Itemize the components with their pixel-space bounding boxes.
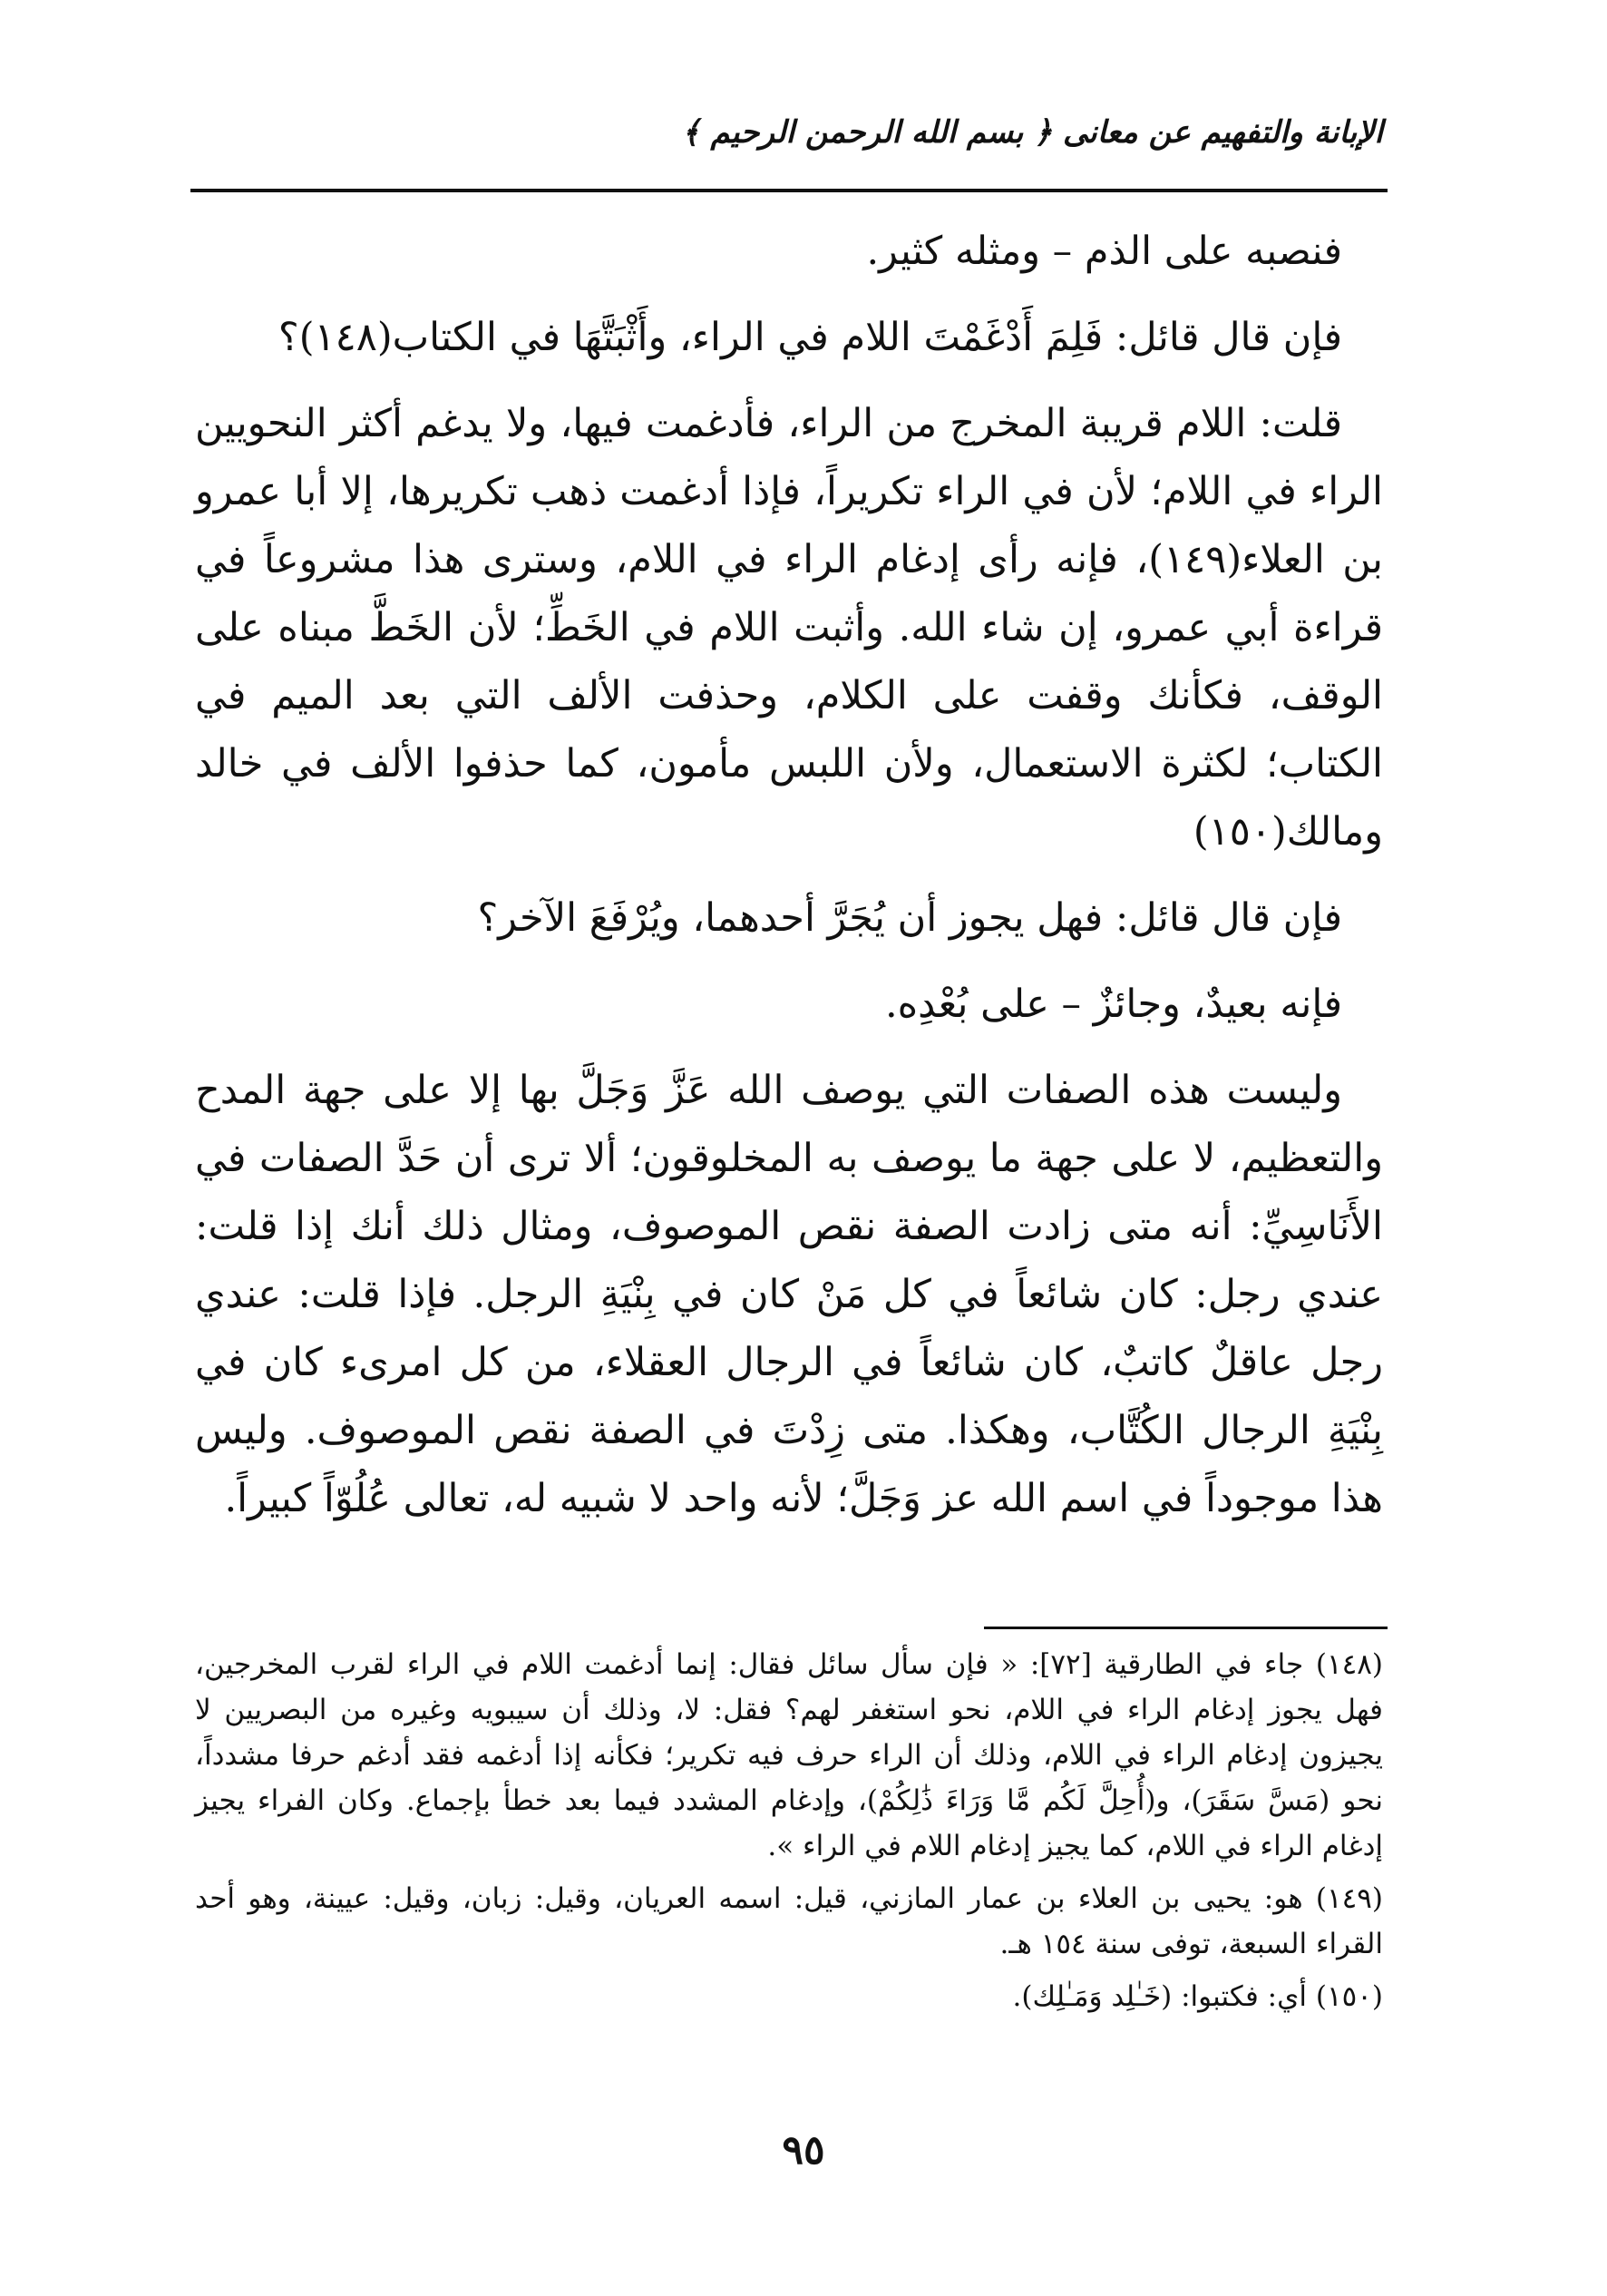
running-header: الإبانة والتفهيم عن معانى ﴿ بسم الله الرحمن الرحيم ﴾: [681, 114, 1383, 151]
paragraph: فإن قال قائل: فَلِمَ أَدْغَمْتَ اللام في الراء، وأَثْبَتَّهَا في الكتاب(١٤٨)؟: [278, 315, 1342, 360]
main-text: [195, 218, 1383, 1533]
footnote-148: (١٤٨) جاء في الطارقية [٧٢]: « فإن سأل سائل فقال: إنما أدغمت اللام في الراء لقرب المخرجين، فهل يجوز إدغام الراء في اللام، نحو استغفر لهم؟ فقل: لا، وذلك أن سيبويه وغيره من البصريين لا يجيزون إدغام الراء في اللام، وذلك أن الراء حرف فيه تكرير؛ فكأنه إذا أدغمه فقد أدغم حرفا مشدداً، نحو (مَسَّ سَقَرَ)، و(أُحِلَّ لَكُم مَّا وَرَاءَ ذَٰلِكُمْ)، وإدغام المشدد فيما بعد خطأ بإجماع. وكان الفراء يجيز إدغام الراء في اللام، كما يجيز إدغام اللام في الراء ».: [195, 1648, 1383, 1862]
footnote-149: (١٤٩) هو: يحيى بن العلاء بن عمار المازني، قيل: اسمه العريان، وقيل: زبان، وقيل: عيينة، وهو أحد القراء السبعة، توفى سنة ١٥٤ هـ.: [195, 1882, 1383, 1960]
footnote-divider: [984, 1627, 1388, 1629]
paragraph: فإن قال قائل: فهل يجوز أن يُجَرَّ أحدهما، ويُرْفَعَ الآخر؟: [477, 895, 1342, 941]
paragraph: وليست هذه الصفات التي يوصف الله عَزَّ وَجَلَّ بها إلا على جهة المدح والتعظيم، لا على جهة ما يوصف به المخلوقون؛ ألا ترى أن حَدَّ الصفات في الأَنَاسِيِّ: أنه متى زادت الصفة نقص الموصوف، ومثال ذلك أنك إذا قلت: عندي رجل: كان شائعاً في كل مَنْ كان في بِنْيَةِ الرجل. فإذا قلت: عندي رجل عاقلٌ كاتبٌ، كان شائعاً في الرجال العقلاء، من كل امرىء كان في بِنْيَةِ الرجال الكُتَّاب، وهكذا. متى زِدْتَ في الصفة نقص الموصوف. وليس هذا موجوداً في اسم الله عز وَجَلَّ؛ لأنه واحد لا شبيه له، تعالى عُلُوّاً كبيراً.: [195, 1068, 1383, 1521]
paragraph: فنصبه على الذم – ومثله كثير.: [866, 229, 1342, 274]
footnotes: [195, 1642, 1383, 2027]
paragraph: قلت: اللام قريبة المخرج من الراء، فأدغمت فيها، ولا يدغم أكثر النحويين الراء في اللام؛ لأن في الراء تكريراً، فإذا أدغمت ذهب تكريرها، إلا أبا عمرو بن العلاء(١٤٩)، فإنه رأى إدغام الراء في اللام، وسترى هذا مشروعاً في قراءة أبي عمرو، إن شاء الله. وأثبت اللام في الخَطِّ؛ لأن الخَطَّ مبناه على الوقف، فكأنك وقفت على الكلام، وحذفت الألف التي بعد الميم في الكتاب؛ لكثرة الاستعمال، ولأن اللبس مأمون، كما حذفوا الألف في خالد ومالك(١٥٠): [195, 401, 1383, 855]
footnote-150: (١٥٠) أي: فكتبوا: (خَـٰلِد وَمَـٰلِك).: [1012, 1980, 1383, 2013]
header-divider: [190, 189, 1388, 192]
paragraph: فإنه بعيدٌ، وجائزٌ – على بُعْدِه.: [884, 982, 1342, 1027]
page-number: ٩٥: [782, 2127, 825, 2174]
